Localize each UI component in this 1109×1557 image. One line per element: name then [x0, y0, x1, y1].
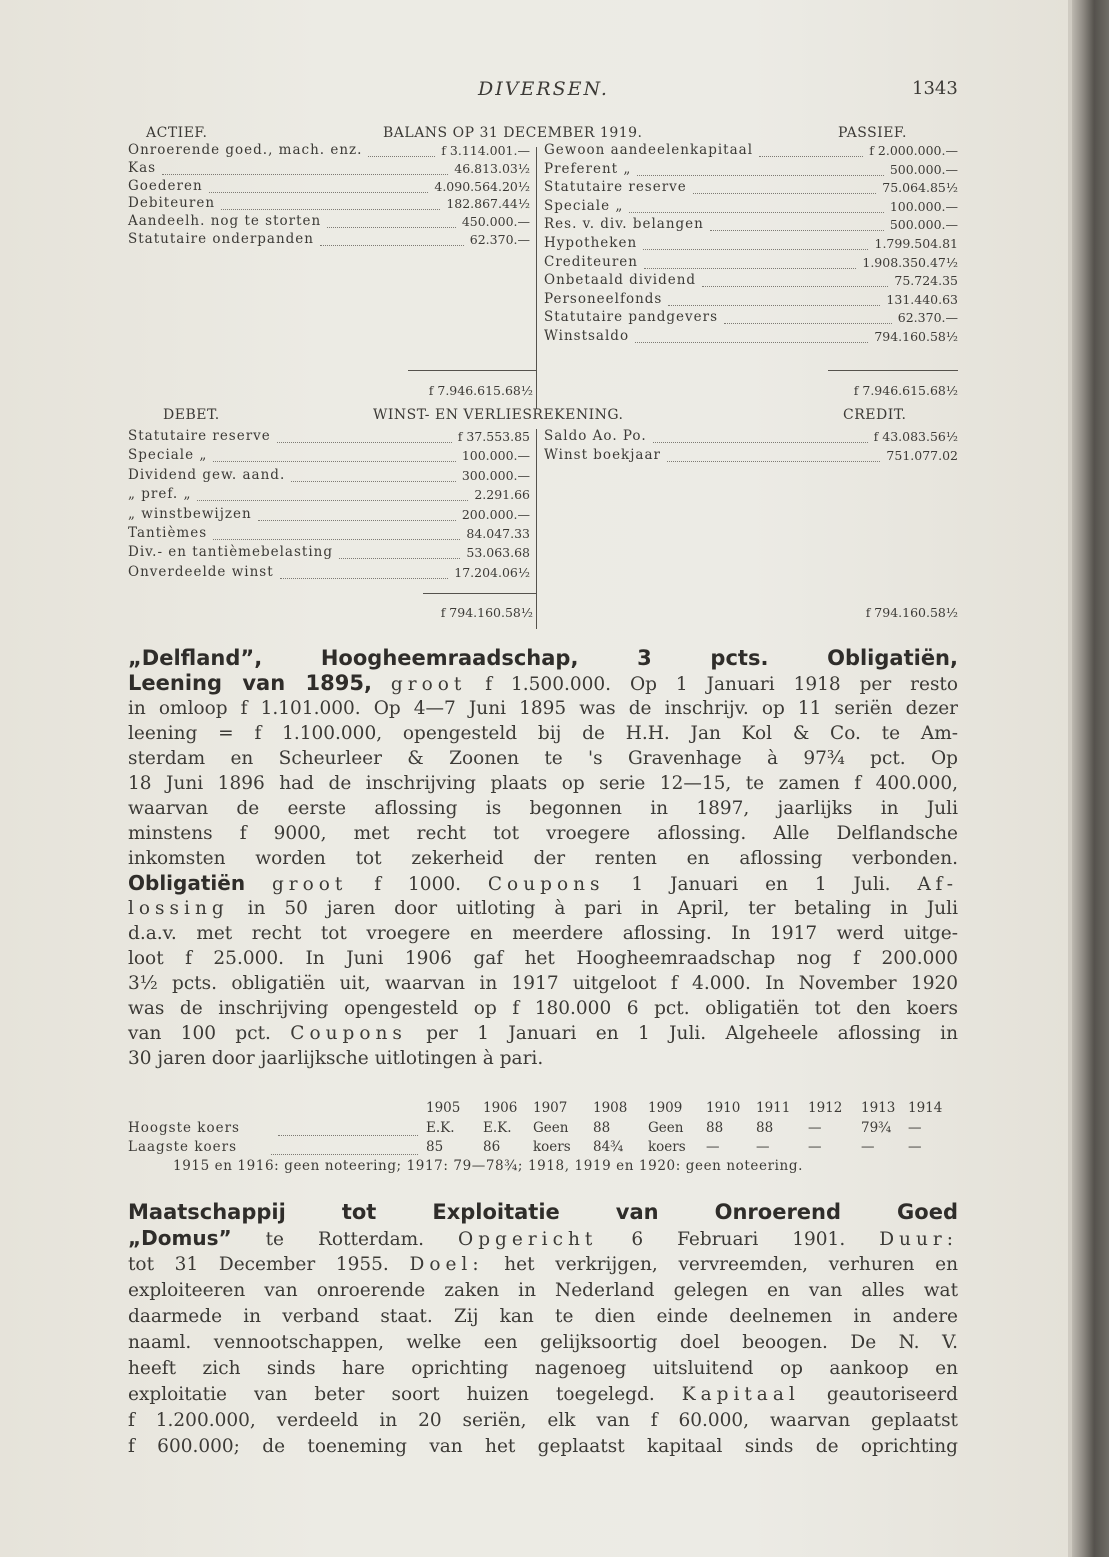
- year-header: 1905: [426, 1100, 461, 1116]
- article-line: d.a.v. met recht tot vroegere en meerdere aflossing. In 1917 werd uitge-: [128, 923, 958, 944]
- article-line: 30 jaren door jaarlijksche uitlotingen à pari.: [128, 1048, 544, 1069]
- dot-leader: [724, 310, 892, 324]
- actief-row: [128, 141, 530, 160]
- article-line: Obligatiën groot f 1000. Coupons 1 Januari en 1 Juli. Af-: [128, 871, 958, 895]
- high-value: —: [908, 1120, 922, 1136]
- debet-row: [128, 466, 530, 485]
- passief-row: [544, 160, 958, 179]
- dot-leader: [643, 236, 868, 250]
- high-value: 88: [706, 1120, 724, 1136]
- passief-row: [544, 215, 958, 234]
- debet-row-value: 100.000.—: [461, 448, 530, 464]
- debet-row-label: „ winstbewijzen: [128, 505, 252, 522]
- debet-row-value: 300.000.—: [461, 467, 530, 483]
- article-line: minstens f 9000, met recht tot vroegere aflossing. Alle Delflandsche: [128, 823, 958, 844]
- debet-row-value: 53.063.68: [466, 545, 530, 561]
- high-value: E.K.: [426, 1120, 455, 1136]
- article-line: naaml. vennootschappen, welke een gelijksoortig doel beoogen. De N. V.: [128, 1332, 958, 1353]
- balance-divider: [536, 147, 537, 409]
- passief-row: [544, 271, 958, 290]
- high-value: —: [808, 1120, 822, 1136]
- actief-row-label: Goederen: [128, 177, 203, 194]
- debet-row-label: Tantièmes: [128, 525, 208, 541]
- low-value: 86: [483, 1139, 501, 1155]
- article-line: tot 31 December 1955. Doel: het verkrijgen, vervreemden, verhuren en: [128, 1254, 959, 1275]
- pnl-rule-left: [423, 593, 536, 594]
- low-value: —: [706, 1139, 720, 1155]
- low-label: Laagste koers: [128, 1139, 238, 1155]
- actief-row-label: Aandeelh. nog te storten: [128, 213, 322, 230]
- article-line: 18 Juni 1896 had de inschrijving plaats op serie 12—15, te zamen f 400.000,: [128, 773, 958, 794]
- debet-row-label: Speciale „: [128, 447, 208, 464]
- low-value: koers: [648, 1139, 686, 1155]
- pnl-divider: [536, 429, 537, 629]
- passief-row-label: Onbetaald dividend: [544, 272, 697, 289]
- credit-row-value: 751.077.02: [886, 448, 958, 464]
- dot-leader: [710, 217, 884, 231]
- actief-row: [128, 194, 530, 213]
- actief-row: [128, 230, 530, 249]
- balance-sheet: [128, 125, 958, 410]
- low-value: 84¾: [593, 1139, 624, 1155]
- actief-row-value: f 3.114.001.—: [441, 143, 530, 158]
- passief-row-value: 794.160.58½: [874, 329, 958, 344]
- article-line: Leening van 1895, groot f 1.500.000. Op 1 Januari 1918 per resto: [128, 671, 959, 695]
- year-header: 1911: [756, 1100, 791, 1116]
- actief-row: [128, 212, 530, 231]
- year-header: 1912: [808, 1100, 843, 1116]
- passief-row-value: 1.799.504.81: [874, 236, 958, 251]
- passief-row: [544, 141, 958, 160]
- pnl-statement: [128, 405, 958, 630]
- high-value: E.K.: [483, 1120, 512, 1136]
- pnl-heading-center: WINST- EN VERLIESREKENING.: [373, 407, 624, 423]
- year-header: 1910: [706, 1100, 741, 1116]
- credit-row: [544, 427, 958, 446]
- article-line: heeft zich sinds hare oprichting nagenoeg uitsluitend op aankoop en: [128, 1358, 958, 1379]
- article-line: inkomsten worden tot zekerheid der renten en aflossing verbonden.: [128, 848, 958, 869]
- price-note: 1915 en 1916: geen noteering; 1917: 79—78¾; 1918, 1919 en 1920: geen noteering.: [173, 1158, 803, 1174]
- credit-row-label: Winst boekjaar: [544, 447, 661, 464]
- article-line: in omloop f 1.101.000. Op 4—7 Juni 1895 was de inschrijv. op 11 seriën dezer: [128, 698, 958, 719]
- high-label: Hoogste koers: [128, 1120, 240, 1136]
- passief-row-label: Speciale „: [544, 197, 624, 214]
- passief-row-label: Personeelfonds: [544, 290, 663, 307]
- passief-row-value: 500.000.—: [889, 161, 958, 177]
- dot-leader: [668, 292, 880, 306]
- balance-rule-right: [828, 370, 958, 371]
- article-line: waarvan de eerste aflossing is begonnen in 1897, jaarlijks in Juli: [128, 798, 958, 819]
- passief-row-value: 131.440.63: [886, 291, 958, 307]
- passief-row: [544, 290, 958, 309]
- pnl-total-right: f 794.160.58½: [865, 605, 958, 620]
- debet-row-value: 2.291.66: [474, 487, 530, 503]
- dot-leader: [280, 565, 448, 579]
- high-value: Geen: [648, 1120, 684, 1136]
- actief-row: [128, 177, 530, 196]
- debet-row-value: 200.000.—: [461, 506, 530, 522]
- pnl-heading-right: CREDIT.: [843, 407, 907, 423]
- low-value: 85: [426, 1139, 444, 1155]
- article-line: loot f 25.000. In Juni 1906 gaf het Hoogheemraadschap nog f 200.000: [128, 948, 958, 969]
- dot-leader: [653, 429, 868, 443]
- low-value: koers: [533, 1139, 571, 1155]
- article-line: van 100 pct. Coupons per 1 Januari en 1 Juli. Algeheele aflossing in: [128, 1023, 958, 1044]
- actief-row-label: Debiteuren: [128, 195, 216, 212]
- actief-row-label: Kas: [128, 159, 157, 176]
- debet-row-label: Dividend gew. aand.: [128, 466, 286, 483]
- passief-row: [544, 197, 958, 216]
- year-header: 1914: [908, 1100, 943, 1116]
- passief-row: [544, 327, 958, 346]
- actief-row-value: 450.000.—: [461, 214, 530, 230]
- dot-leader: [320, 232, 464, 246]
- debet-row-label: Onverdeelde winst: [128, 563, 274, 580]
- passief-row-label: Preferent „: [544, 160, 632, 177]
- page-number: 1343: [912, 78, 958, 99]
- actief-row-label: Statutaire onderpanden: [128, 231, 314, 247]
- debet-row-value: f 37.553.85: [457, 429, 530, 444]
- article-heading: „Delfland”, Hoogheemraadschap, 3 pcts. Obligatiën,: [128, 646, 958, 670]
- article-line: sterdam en Scheurleer & Zoonen te 's Gravenhage à 97¾ pct. Op: [128, 748, 958, 769]
- actief-row-value: 4.090.564.20½: [434, 178, 530, 194]
- credit-row-label: Saldo Ao. Po.: [544, 428, 647, 444]
- credit-row: [544, 446, 958, 465]
- high-value: Geen: [533, 1120, 569, 1136]
- passief-row-label: Statutaire reserve: [544, 179, 687, 196]
- article-line: „Domus” te Rotterdam. Opgericht 6 Februari 1901. Duur:: [128, 1226, 958, 1250]
- actief-row-label: Onroerende goed., mach. enz.: [128, 142, 363, 158]
- balance-heading-left: ACTIEF.: [146, 125, 208, 141]
- dot-leader: [759, 143, 863, 157]
- passief-row: [544, 253, 958, 272]
- passief-row-value: 100.000.—: [889, 198, 958, 214]
- passief-row: [544, 234, 958, 253]
- year-header: 1908: [593, 1100, 628, 1116]
- article-line: lossing in 50 jaren door uitloting à pari in April, ter betaling in Juli: [128, 898, 958, 919]
- credit-row-value: f 43.083.56½: [873, 429, 958, 444]
- high-value: 88: [756, 1120, 774, 1136]
- dot-leader: [197, 487, 468, 501]
- debet-row-label: Statutaire reserve: [128, 428, 271, 444]
- passief-row-value: 1.908.350.47½: [862, 254, 958, 270]
- dot-leader: [635, 329, 868, 343]
- dot-leader: [213, 448, 456, 462]
- article-line: exploitatie van beter soort huizen toegelegd. Kapitaal geautoriseerd: [128, 1384, 958, 1405]
- year-header: 1906: [483, 1100, 518, 1116]
- balance-rule-left: [408, 370, 536, 371]
- passief-row-value: 75.724.35: [894, 273, 958, 289]
- article-line: 3½ pcts. obligatiën uit, waarvan in 1917 uitgeloot f 4.000. In November 1920: [128, 973, 958, 994]
- pnl-heading-left: DEBET.: [163, 407, 220, 423]
- dot-leader: [277, 429, 452, 443]
- balance-heading-right: PASSIEF.: [838, 125, 907, 141]
- dot-leader: [667, 448, 880, 462]
- low-value: —: [861, 1139, 875, 1155]
- article-line: leening = f 1.100.000, opengesteld bij de H.H. Jan Kol & Co. te Am-: [128, 723, 958, 744]
- debet-row: [128, 446, 530, 465]
- pnl-total-left: f 794.160.58½: [440, 605, 533, 620]
- article-domus: [128, 1200, 958, 1470]
- year-header: 1913: [861, 1100, 896, 1116]
- debet-row-value: 17.204.06½: [454, 564, 530, 580]
- dot-leader: [258, 507, 456, 521]
- dot-leader: [629, 199, 884, 213]
- balance-heading-center: BALANS OP 31 DECEMBER 1919.: [383, 125, 643, 141]
- actief-row-value: 62.370.—: [469, 232, 530, 247]
- dot-leader: [637, 162, 884, 176]
- debet-row-value: 84.047.33: [466, 526, 530, 541]
- dot-leader: [162, 161, 448, 175]
- debet-row: [128, 505, 530, 524]
- balance-total-right: f 7.946.615.68½: [853, 383, 958, 398]
- debet-row: [128, 485, 530, 504]
- dot-leader: [221, 196, 440, 210]
- price-table: [128, 1100, 958, 1180]
- passief-row-value: 75.064.85½: [882, 180, 958, 196]
- actief-row-value: 182.867.44½: [446, 196, 530, 212]
- dot-leader: [368, 143, 435, 157]
- debet-row-label: „ pref. „: [128, 486, 192, 503]
- debet-row-label: Div.- en tantièmebelasting: [128, 544, 333, 561]
- book-spine: [1072, 0, 1109, 1557]
- running-head-title: DIVERSEN.: [478, 78, 609, 100]
- article-line: f 600.000; de toeneming van het geplaatst kapitaal sinds de oprichting: [128, 1436, 958, 1457]
- year-header: 1907: [533, 1100, 568, 1116]
- article-heading: Maatschappij tot Exploitatie van Onroerend Goed: [128, 1200, 958, 1224]
- article-delfland: [128, 646, 958, 1096]
- dot-leader: [209, 179, 428, 193]
- actief-row: [128, 159, 530, 178]
- dot-leader: [327, 214, 456, 228]
- running-head: [0, 78, 1072, 108]
- debet-row: [128, 563, 530, 582]
- low-value: —: [808, 1139, 822, 1155]
- high-value: 79¾: [861, 1120, 892, 1136]
- low-value: —: [908, 1139, 922, 1155]
- article-line: exploiteeren van onroerende zaken in Nederland gelegen en van alles wat: [128, 1280, 958, 1301]
- dot-leader: [291, 468, 456, 482]
- passief-row: [544, 308, 958, 327]
- passief-row-label: Statutaire pandgevers: [544, 309, 719, 326]
- passief-row-value: f 2.000.000.—: [869, 143, 958, 158]
- dot-leader: [644, 255, 856, 269]
- dot-leader: [278, 1122, 418, 1136]
- year-header: 1909: [648, 1100, 683, 1116]
- article-line: was de inschrijving opengesteld op f 180.000 6 pct. obligatiën tot den koers: [128, 998, 958, 1019]
- dot-leader: [213, 526, 460, 540]
- dot-leader: [702, 273, 888, 287]
- debet-row: [128, 427, 530, 446]
- passief-row-label: Res. v. div. belangen: [544, 216, 704, 233]
- dot-leader: [339, 545, 460, 559]
- debet-row: [128, 543, 530, 562]
- low-value: —: [756, 1139, 770, 1155]
- passief-row-label: Crediteuren: [544, 253, 638, 270]
- dot-leader: [693, 180, 876, 194]
- dot-leader: [271, 1141, 418, 1155]
- passief-row-label: Gewoon aandeelenkapitaal: [544, 142, 754, 158]
- passief-row: [544, 178, 958, 197]
- article-line: f 1.200.000, verdeeld in 20 seriën, elk van f 60.000, waarvan geplaatst: [128, 1410, 958, 1431]
- actief-row-value: 46.813.03½: [454, 160, 530, 176]
- passief-row-label: Hypotheken: [544, 235, 638, 251]
- passief-row-label: Winstsaldo: [544, 328, 630, 344]
- high-value: 88: [593, 1120, 611, 1136]
- passief-row-value: 500.000.—: [889, 217, 958, 233]
- passief-row-value: 62.370.—: [897, 310, 958, 326]
- article-line: daarmede in verband staat. Zij kan te dien einde deelnemen in andere: [128, 1306, 958, 1327]
- balance-total-left: f 7.946.615.68½: [428, 383, 533, 398]
- debet-row: [128, 524, 530, 543]
